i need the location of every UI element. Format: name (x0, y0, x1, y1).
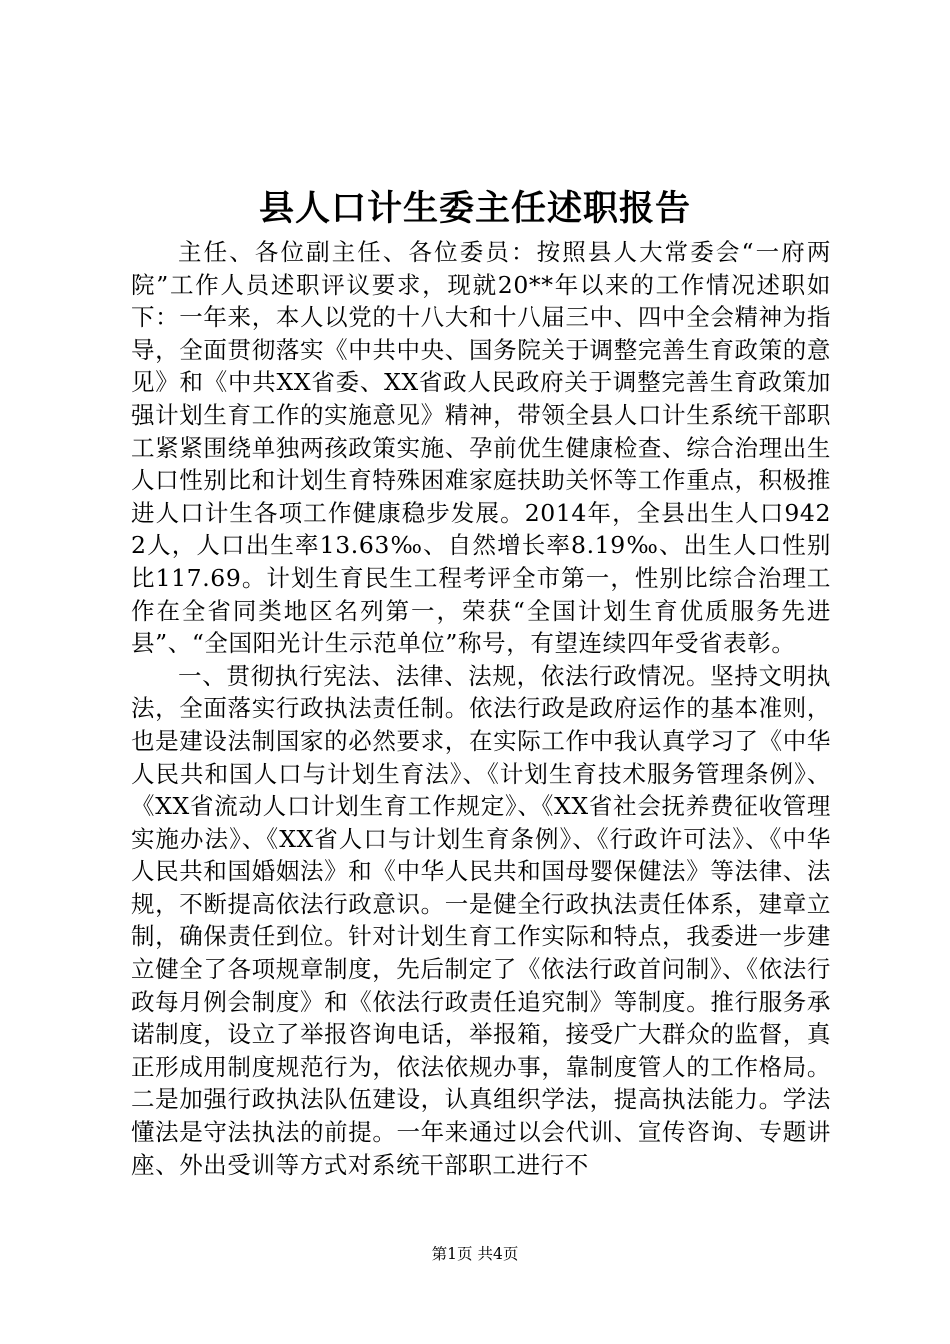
page-total: 共4页 (477, 1245, 519, 1263)
page-number: 第1页 (431, 1245, 473, 1263)
page-footer (0, 1243, 950, 1265)
document-title: 县人口计生委主任述职报告 (258, 188, 691, 229)
paragraph-intro: 主任、各位副主任、各位委员：按照县人大常委会“一府两院”工作人员述职评议要求，现就20**年以来的工作情况述职如下：一年来，本人以党的十八大和十八届三中、四中全会精神为指导，全面贯彻落实《中共中央、国务院关于调整完善生育政策的意见》和《中共XX省委、XX省政人民政府关于调整完善生育政策加强计划生育工作的实施意见》精神，带领全县人口计生系统干部职工紧紧围绕单独两孩政策实施、孕前优生健康检查、综合治理出生人口性别比和计划生育特殊困难家庭扶助关怀等工作重点，积极推进人口计生各项工作健康稳步发展。2014年，全县出生人口9422人，人口出生率13.63‰、自然增长率8.19‰、出生人口性别比117.69。计划生育民生工程考评全市第一，性别比综合治理工作在全省同类地区名列第一，荣获“全国计划生育优质服务先进县”、“全国阳光计生示范单位”称号，有望连续四年受省表彰。 (131, 238, 831, 658)
document-body (131, 236, 831, 1181)
paragraph-section-1: 一、贯彻执行宪法、法律、法规，依法行政情况。坚持文明执法，全面落实行政执法责任制。依法行政是政府运作的基本准则，也是建设法制国家的必然要求，在实际工作中我认真学习了《中华人民共和国人口与计划生育法》、《计划生育技术服务管理条例》、《XX省流动人口计划生育工作规定》、《XX省社会抚养费征收管理实施办法》、《XX省人口与计划生育条例》、《行政许可法》、《中华人民共和国婚姻法》和《中华人民共和国母婴保健法》等法律、法规，不断提高依法行政意识。一是健全行政执法责任体系，建章立制，确保责任到位。针对计划生育工作实际和特点，我委进一步建立健全了各项规章制度，先后制定了《依法行政首问制》、《依法行政每月例会制度》和《依法行政责任追究制》等制度。推行服务承诺制度，设立了举报咨询电话，举报箱，接受广大群众的监督，真正形成用制度规范行为，依法依规办事，靠制度管人的工作格局。二是加强行政执法队伍建设，认真组织学法，提高执法能力。学法懂法是守法执法的前提。一年来通过以会代训、宣传咨询、专题讲座、外出受训等方式对系统干部职工进行不 (131, 661, 831, 1179)
